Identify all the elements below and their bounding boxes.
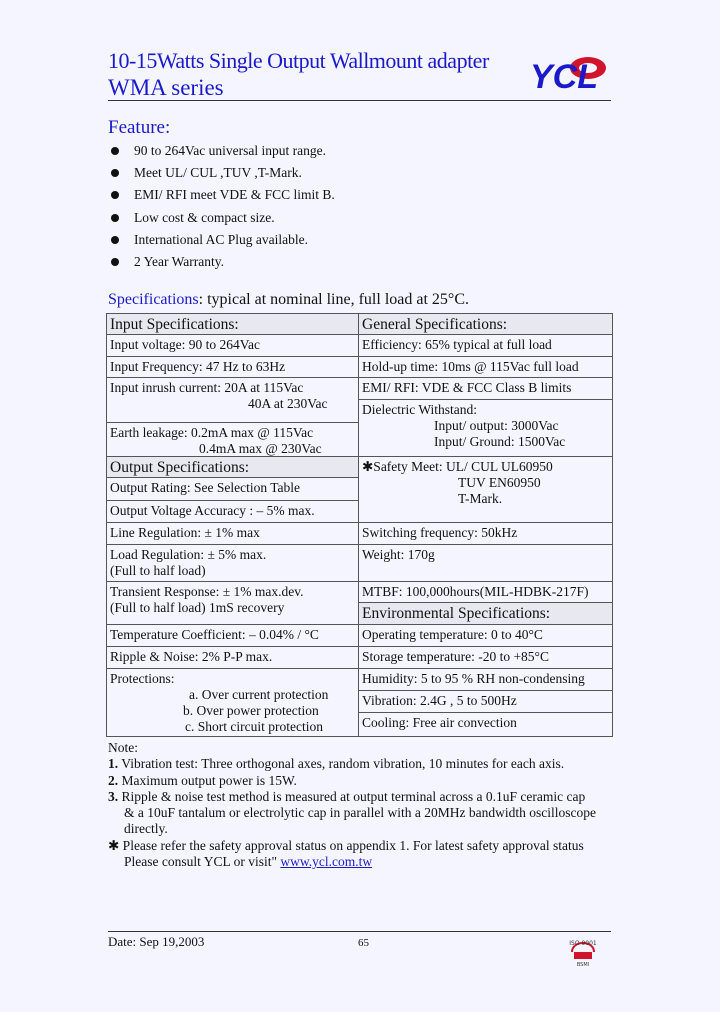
iso-certification-icon (566, 932, 600, 970)
svg-text:BSMI: BSMI (576, 962, 590, 968)
ycl-website-link[interactable]: www.ycl.com.tw (280, 854, 373, 870)
document-title: 10-15Watts Single Output Wallmount adapter (108, 48, 489, 73)
bullet-icon (111, 236, 119, 244)
bullet-icon (111, 169, 119, 177)
general-spec-header: General Specifications: (358, 313, 613, 335)
efficiency: Efficiency: 65% typical at full load (358, 334, 613, 357)
feature-heading: Feature: (108, 117, 171, 138)
note-3-end: directly. (124, 821, 168, 837)
switching-frequency: Switching frequency: 50kHz (358, 522, 613, 545)
transient-response: Transient Response: ± 1% max.dev. (Full to half load) 1mS recovery (106, 581, 359, 625)
feature-item: EMI/ RFI meet VDE & FCC limit B. (108, 184, 335, 206)
feature-item: Low cost & compact size. (108, 207, 335, 229)
feature-item: Meet UL/ CUL ,TUV ,T-Mark. (108, 162, 335, 184)
feature-list (108, 140, 335, 273)
note-2: 2. Maximum output power is 15W. (108, 772, 297, 788)
cooling: Cooling: Free air convection (358, 712, 613, 737)
input-spec-header: Input Specifications: (106, 313, 359, 335)
mtbf: MTBF: 100,000hours(MIL-HDBK-217F) (358, 581, 613, 603)
notes-title: Note: (108, 740, 138, 755)
vibration: Vibration: 2.4G , 5 to 500Hz (358, 690, 613, 713)
note-1: 1. Vibration test: Three orthogonal axes, random vibration, 10 minutes for each axis. (108, 756, 565, 772)
protections: Protections: a. Over current protection b. Over power protection c. Short circuit protection (106, 668, 359, 737)
notes-section (108, 740, 613, 870)
weight: Weight: 170g (358, 544, 613, 582)
emi-rfi: EMI/ RFI: VDE & FCC Class B limits (358, 377, 613, 400)
output-spec-header: Output Specifications: (106, 456, 359, 478)
storage-temperature: Storage temperature: -20 to +85°C (358, 646, 613, 669)
bullet-icon (111, 191, 119, 199)
bullet-icon (111, 258, 119, 266)
line-regulation: Line Regulation: ± 1% max (106, 522, 359, 545)
input-frequency: Input Frequency: 47 Hz to 63Hz (106, 356, 359, 378)
dielectric-withstand: Dielectric Withstand: Input/ output: 3000Vac Input/ Ground: 1500Vac (358, 399, 613, 457)
feature-item: International AC Plug available. (108, 229, 335, 251)
bullet-icon (111, 214, 119, 222)
input-voltage: Input voltage: 90 to 264Vac (106, 334, 359, 357)
environmental-spec-header: Environmental Specifications: (358, 602, 613, 625)
title-divider (108, 100, 611, 101)
logo-text: YCL (530, 58, 598, 96)
humidity: Humidity: 5 to 95 % RH non-condensing (358, 668, 613, 691)
svg-text:ISO 9001: ISO 9001 (569, 940, 597, 947)
note-3: 3. Ripple & noise test method is measured at output terminal across a 0.1uF ceramic cap (108, 788, 586, 804)
document-date: Date: Sep 19,2003 (108, 934, 205, 949)
footer-divider (108, 931, 611, 932)
note-3-continued: & a 10uF tantalum or electrolytic cap in parallel with a 20MHz bandwidth oscilloscope (124, 805, 596, 821)
output-voltage-accuracy: Output Voltage Accuracy : – 5% max. (106, 500, 359, 523)
page-number: 65 (358, 937, 369, 949)
ripple-noise: Ripple & Noise: 2% P-P max. (106, 646, 359, 669)
output-rating: Output Rating: See Selection Table (106, 477, 359, 501)
earth-leakage: Earth leakage: 0.2mA max @ 115Vac 0.4mA max @ 230Vac (106, 422, 359, 457)
bullet-icon (111, 147, 119, 155)
specifications-heading: Specifications: typical at nominal line, full load at 25°C. (108, 291, 469, 308)
feature-item: 90 to 264Vac universal input range. (108, 140, 335, 162)
safety-meet: ✱Safety Meet: UL/ CUL UL60950 TUV EN60950 T-Mark. (358, 456, 613, 523)
load-regulation: Load Regulation: ± 5% max. (Full to half load) (106, 544, 359, 582)
hold-up-time: Hold-up time: 10ms @ 115Vac full load (358, 356, 613, 378)
operating-temperature: Operating temperature: 0 to 40°C (358, 624, 613, 647)
ycl-logo (526, 50, 612, 96)
feature-item: 2 Year Warranty. (108, 251, 335, 273)
note-star: ✱ Please refer the safety approval status on appendix 1. For latest safety approval status (108, 837, 584, 853)
series-title: WMA series (108, 75, 224, 100)
temperature-coefficient: Temperature Coefficient: – 0.04% / °C (106, 624, 359, 647)
inrush-current: Input inrush current: 20A at 115Vac 40A at 230Vac (106, 377, 359, 423)
note-star-continued: Please consult YCL or visit" www.ycl.com.tw (124, 854, 373, 870)
